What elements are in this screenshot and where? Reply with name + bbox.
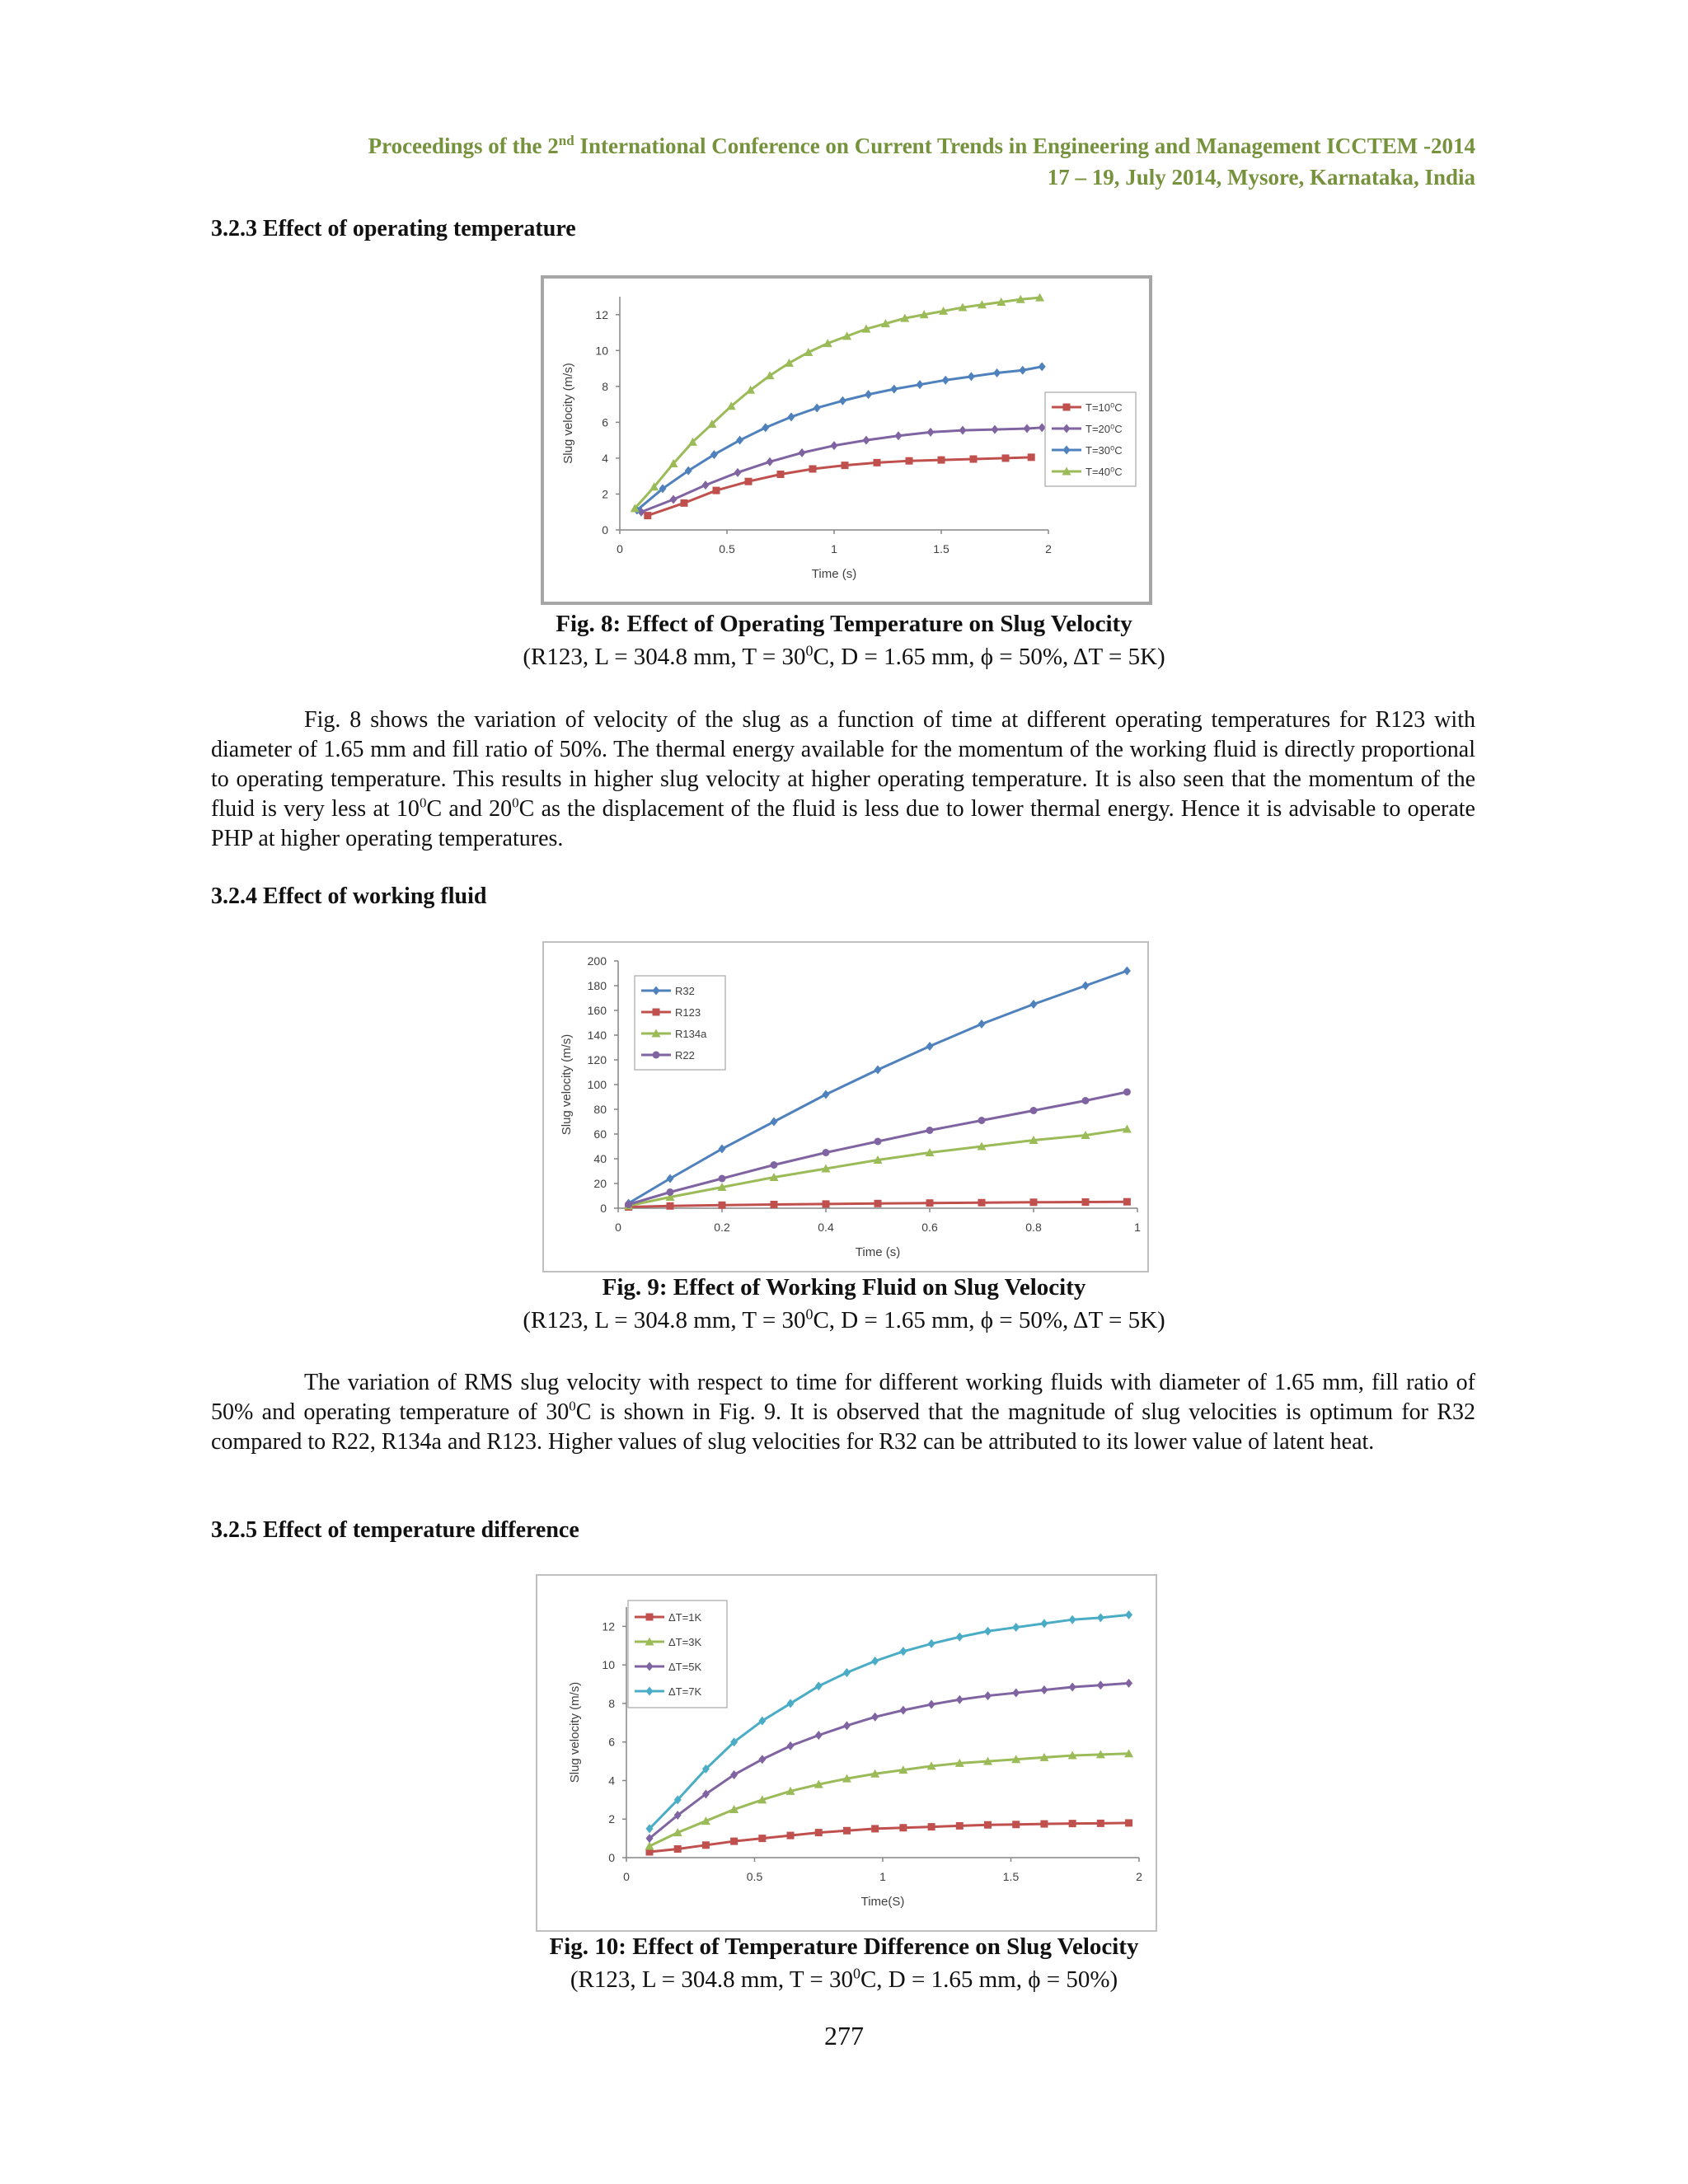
x-tick-label: 1 [879,1870,886,1883]
data-point [899,1824,907,1831]
x-axis-label: Time (s) [811,567,857,581]
data-point [1039,423,1046,432]
data-point [815,1681,823,1690]
x-tick-label: 0 [615,1221,621,1234]
legend-entry: ΔT=3K [668,1636,702,1648]
data-point [1082,982,1090,991]
data-point [926,1127,934,1134]
section-heading-324: 3.2.4 Effect of working fluid [211,883,487,909]
legend-entry: R22 [675,1049,695,1062]
data-point [874,1138,882,1146]
x-tick-label: 0.5 [719,542,735,555]
series-0 [645,1819,1132,1855]
x-tick-label: 2 [1136,1870,1142,1883]
conference-header [206,125,1475,193]
paragraph-fig9: The variation of RMS slug velocity with respect to time for different working fluids with diameter of 1.65 mm, fill ratio of 50% and operating temperature of $30^0C$ is shown in Fig. 9. It is observed that the magnitude of slug velocities is optimum for R32 compared to R22, R134a and R123. Higher values of slug velocities for R32 can be attributed to its lower value of latent heat. [211,1370,1475,1455]
x-tick-label: 0.4 [818,1221,834,1234]
series-line [641,428,1042,512]
legend-entry: ΔT=5K [668,1661,702,1673]
data-point [777,471,785,478]
x-tick-label: 2 [1045,542,1052,555]
data-point [899,1647,907,1656]
data-point [874,459,881,466]
y-tick-label: 4 [608,1774,615,1788]
data-point [895,431,903,440]
data-point [927,428,935,437]
data-point [667,1174,674,1183]
section-heading-325: 3.2.5 Effect of temperature difference [211,1517,579,1543]
y-tick-label: 6 [602,415,608,429]
data-point [667,1202,674,1210]
legend-entry: R134a [675,1028,707,1040]
y-tick-label: 4 [602,451,608,465]
legend [635,976,725,1070]
data-point [681,499,688,507]
data-point [1125,1610,1132,1619]
x-axis-label: Time (s) [855,1245,901,1259]
data-point [843,1827,851,1835]
axes [561,297,1052,581]
data-point [1123,1198,1131,1206]
data-point [928,1639,935,1648]
legend-entry: R32 [675,985,695,997]
y-tick-label: 2 [602,487,608,501]
x-tick-label: 0 [617,542,623,555]
data-point [719,1145,726,1154]
data-point [1002,454,1010,462]
y-tick-label: 8 [608,1696,615,1710]
data-point [771,1118,778,1127]
legend-entry: T=10⁰C [1085,401,1123,414]
data-point [843,1721,851,1730]
data-point [926,1042,934,1051]
data-point [771,1161,778,1169]
y-axis-label: Slug velocity (m/s) [568,1681,582,1783]
data-point [823,1149,830,1156]
x-tick-label: 1.5 [933,542,950,555]
fig9-subtitle: (R123, L = 304.8 mm, $T = 30^0C$, D = 1.65 mm, ϕ = 50%, ΔT = 5K) [523,1305,1165,1333]
fig10-svg [537,1576,1156,1930]
fig9-chart [542,941,1149,1272]
data-point [1040,1619,1048,1628]
data-point [814,403,821,412]
x-tick-label: 0.6 [921,1221,938,1234]
data-point [956,1633,964,1642]
data-point [1069,1683,1076,1692]
legend-entry: T=20⁰C [1085,423,1123,435]
data-point [984,1821,992,1829]
data-point [956,1822,964,1830]
fig8-subtitle: (R123, L = 304.8 mm, $T = 30^0C$, D = 1.65 mm, ϕ = 50%, ΔT = 5K) [523,642,1165,670]
series-line [649,1754,1129,1846]
y-tick-label: 100 [587,1078,607,1091]
y-axis-label: Slug velocity (m/s) [561,363,575,464]
data-point [1024,424,1031,434]
data-point [815,1829,823,1836]
data-point [978,1019,986,1029]
data-point [1125,1679,1132,1688]
data-point [1069,1820,1076,1827]
data-point [1097,1820,1104,1827]
y-tick-label: 180 [587,979,607,992]
data-point [670,494,678,504]
data-point [984,1691,992,1700]
y-tick-label: 0 [600,1202,607,1215]
data-point [1097,1680,1104,1690]
legend-swatch-marker [653,1009,660,1016]
y-tick-label: 2 [608,1812,615,1826]
x-tick-label: 0.2 [714,1221,730,1234]
data-point [1030,1198,1038,1206]
data-point [992,425,999,434]
data-point [730,1838,738,1845]
y-tick-label: 0 [602,523,608,537]
data-point [928,1700,935,1709]
data-point [767,457,774,466]
data-point [809,465,817,472]
data-point [863,436,870,445]
data-point [1082,1198,1090,1206]
data-point [890,385,898,394]
legend-entry: T=40⁰C [1085,466,1123,478]
series-line [649,1823,1129,1852]
data-point [839,396,846,405]
data-point [1028,453,1035,461]
y-tick-label: 200 [587,954,607,968]
data-point [1030,1107,1038,1114]
fig8-caption [0,607,1688,673]
data-point [702,1841,710,1849]
y-tick-label: 0 [608,1851,615,1864]
data-point [787,1741,795,1750]
data-point [667,1188,674,1196]
data-point [871,1713,879,1722]
data-point [865,390,872,399]
x-tick-label: 0.8 [1025,1221,1042,1234]
series-1 [645,1749,1133,1849]
y-tick-label: 10 [595,344,608,358]
data-point [823,1200,830,1207]
data-point [758,1835,766,1842]
legend-entry: T=30⁰C [1085,444,1123,457]
data-point [984,1627,992,1636]
data-point [674,1845,682,1853]
y-tick-label: 10 [602,1658,615,1672]
fig8-title: Fig. 8: Effect of Operating Temperature on Slug Velocity [556,611,1132,637]
data-point [787,1832,795,1840]
series-line [629,1092,1128,1205]
legend-entry: R123 [675,1006,701,1019]
x-tick-label: 0.5 [746,1870,763,1883]
data-point [956,1695,964,1704]
data-point [758,1755,766,1764]
data-point [874,1066,882,1075]
series-2 [624,1125,1132,1210]
fig9-caption [0,1271,1688,1337]
data-point [871,1825,879,1832]
data-point [719,1202,726,1209]
data-point [968,372,975,381]
data-point [1069,1615,1076,1624]
y-tick-label: 80 [593,1103,607,1116]
data-point [625,1201,632,1208]
data-point [942,376,950,385]
legend-entry: ΔT=7K [668,1685,702,1698]
fig8-chart [541,275,1152,605]
y-tick-label: 6 [608,1735,615,1749]
data-point [831,441,838,450]
data-point [799,448,806,457]
data-point [1097,1613,1104,1622]
y-tick-label: 8 [602,379,608,393]
data-point [1040,1685,1048,1694]
y-tick-label: 12 [595,307,608,321]
y-tick-label: 12 [602,1619,615,1633]
data-point [710,450,718,459]
data-point [787,1699,795,1708]
data-point [1012,1821,1020,1828]
data-point [842,462,849,469]
x-tick-label: 0 [623,1870,630,1883]
page-number: 277 [824,2021,864,2050]
x-axis-label: Time(S) [860,1895,905,1909]
data-point [874,1200,882,1207]
data-point [1039,362,1046,371]
y-tick-label: 120 [587,1053,607,1066]
data-point [736,436,743,445]
data-point [917,380,924,389]
fig10-subtitle: (R123, L = 304.8 mm, $T = 30^0C$, D = 1.65 mm, ϕ = 50%) [570,1965,1118,1993]
data-point [815,1731,823,1740]
legend [1045,392,1136,486]
data-point [1040,1821,1048,1828]
legend-swatch-marker [653,1052,660,1059]
y-tick-label: 60 [593,1127,607,1141]
y-tick-label: 160 [587,1004,607,1017]
data-point [745,478,753,485]
data-point [1030,1000,1038,1009]
legend-swatch-marker [1063,404,1071,411]
fig10-chart [536,1574,1157,1932]
data-point [713,487,720,494]
x-tick-label: 1.5 [1002,1870,1020,1883]
data-point [1012,1623,1020,1632]
data-point [871,1657,879,1666]
fig9-svg [544,943,1147,1271]
data-point [1012,1689,1020,1698]
data-point [906,457,913,465]
legend-entry: ΔT=1K [668,1611,702,1624]
legend-swatch-marker [646,1614,654,1621]
paragraph-fig8: Fig. 8 shows the variation of velocity of the slug as a function of time at different operating temperatures for R123 with diameter of 1.65 mm and fill ratio of 50%. The thermal energy available for the momentum of the working fluid is directly proportional to operating temperature. This results in higher slug velocity at higher operating temperature. It is also seen that the momentum of the fluid is very less at $10^0C$ and $20^0C$ as the displacement of the fluid is less due to lower thermal energy. Hence it is advisable to operate PHP at higher operating temperatures. [211,707,1475,851]
data-point [843,1668,851,1677]
y-axis-label: Slug velocity (m/s) [560,1033,574,1136]
data-point [993,368,1001,377]
data-point [938,457,945,464]
fig10-caption [0,1930,1688,1996]
data-point [1123,967,1131,976]
data-point [762,423,769,432]
y-tick-label: 40 [593,1152,607,1165]
data-point [1125,1819,1132,1826]
data-point [823,1090,830,1099]
fig10-title: Fig. 10: Effect of Temperature Difference on Slug Velocity [549,1933,1139,1960]
data-point [1019,366,1026,375]
data-point [978,1117,986,1124]
y-tick-label: 140 [587,1029,607,1042]
data-point [702,480,710,490]
data-point [771,1201,778,1208]
legend [628,1601,727,1708]
section-heading-323: 3.2.3 Effect of operating temperature [211,216,576,241]
header-line-2: 17 – 19, July 2014, Mysore, Karnataka, India [1047,165,1475,190]
x-tick-label: 1 [1134,1221,1141,1234]
x-tick-label: 1 [831,542,837,555]
fig8-svg [544,279,1149,602]
header-line-1: Proceedings of the 2nd International Conference on Current Trends in Engineering and Management ICCTEM -2014 [368,133,1475,158]
data-point [719,1175,726,1183]
data-point [644,512,651,519]
data-point [978,1199,986,1207]
data-point [1082,1097,1090,1104]
data-point [1123,1089,1131,1096]
data-point [788,412,795,421]
data-point [734,468,742,477]
data-point [926,1199,934,1207]
fig9-title: Fig. 9: Effect of Working Fluid on Slug Velocity [602,1274,1086,1301]
data-point [928,1823,935,1830]
data-point [959,426,967,435]
y-tick-label: 20 [593,1177,607,1190]
data-point [970,456,978,463]
data-point [899,1706,907,1715]
